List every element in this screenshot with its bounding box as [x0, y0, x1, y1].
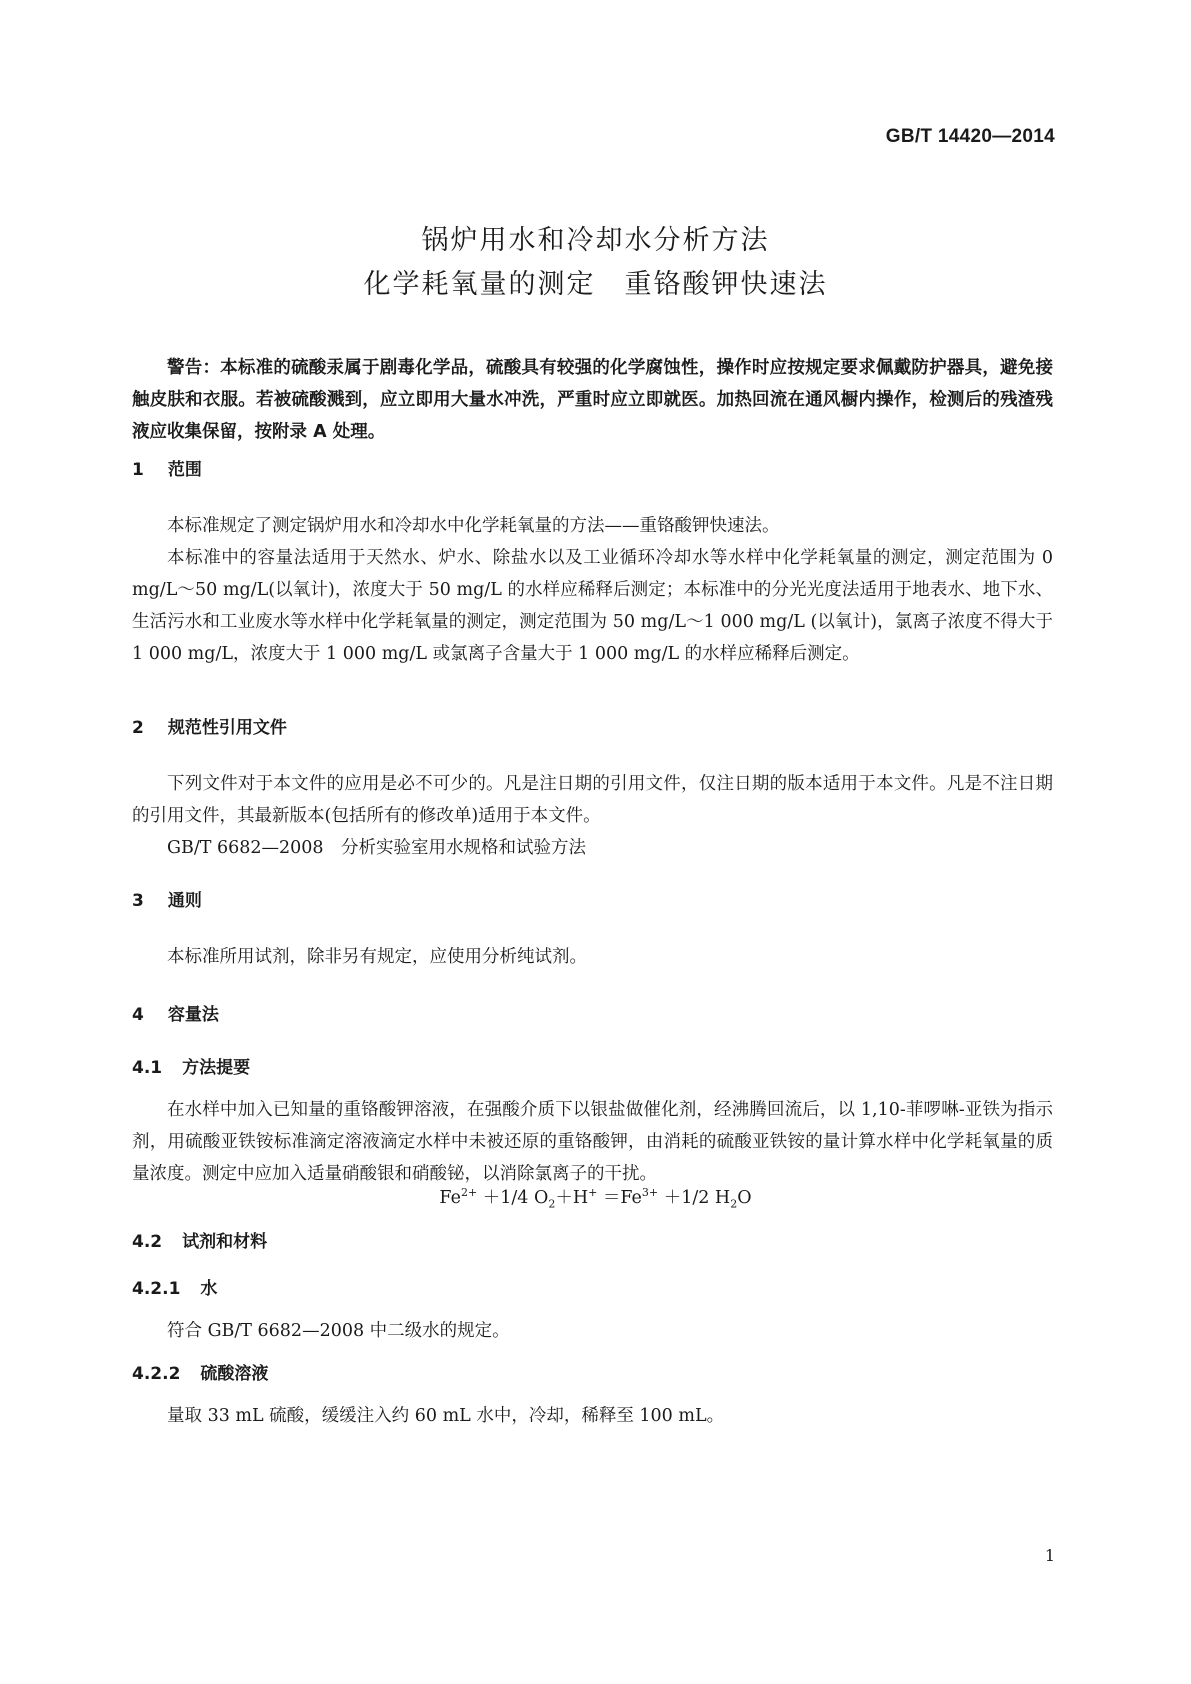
section-1-heading — [132, 455, 202, 480]
chemical-equation — [0, 1184, 1191, 1211]
section-4-2-1-paragraph-1: 符合 GB/T 6682—2008 中二级水的规定。 — [167, 1321, 510, 1341]
safety-warning: 警告：本标准的硫酸汞属于剧毒化学品，硫酸具有较强的化学腐蚀性，操作时应按规定要求佩戴防护器具，避免接触皮肤和衣服。若被硫酸溅到，应立即用大量水冲洗，严重时应立即就医。加热回流在通风橱内操作，检测后的残渣残液应收集保留，按附录 A 处理。 — [132, 358, 1053, 442]
section-number: 1 — [132, 460, 144, 480]
formula-part: ＝Fe — [597, 1188, 642, 1208]
section-3-heading — [132, 886, 202, 911]
section-title: 硫酸溶液 — [200, 1364, 269, 1384]
section-4-2-2-paragraph-1: 量取 33 mL 硫酸，缓缓注入约 60 mL 水中，冷却，稀释至 100 mL。 — [167, 1406, 725, 1426]
section-1-paragraph-2: 本标准中的容量法适用于天然水、炉水、除盐水以及工业循环冷却水等水样中化学耗氧量的测定，测定范围为 0 mg/L～50 mg/L(以氧计)，浓度大于 50 mg/L 的水样应稀释后测定；本标准中的分光光度法适用于地表水、地下水、生活污水和工业废水等水样中化学耗氧量的测定，测定范围为 50 mg/L～1 000 mg/L (以氧计)，氯离子浓度不得大于 1 000 mg/L，浓度大于 1 000 mg/L 或氯离子含量大于 1 000 mg/L 的水样应稀释后测定。 — [132, 548, 1053, 664]
section-title: 方法提要 — [182, 1058, 251, 1078]
section-title: 规范性引用文件 — [167, 718, 287, 738]
section-number: 2 — [132, 718, 144, 738]
section-3-paragraph-1: 本标准所用试剂，除非另有规定，应使用分析纯试剂。 — [167, 947, 587, 967]
section-number: 3 — [132, 891, 144, 911]
section-4-1-paragraph-1: 在水样中加入已知量的重铬酸钾溶液，在强酸介质下以银盐做催化剂，经沸腾回流后，以 1,10-菲啰啉-亚铁为指示剂，用硫酸亚铁铵标准滴定溶液滴定水样中未被还原的重铬酸钾，由消耗的硫酸亚铁铵的量计算水样中化学耗氧量的质量浓度。测定中应加入适量硝酸银和硝酸铋，以消除氯离子的干扰。 — [132, 1100, 1053, 1184]
document-title-line-2: 化学耗氧量的测定 重铬酸钾快速法 — [363, 269, 828, 300]
document-title-line-1: 锅炉用水和冷却水分析方法 — [421, 225, 770, 256]
section-title: 范围 — [167, 460, 202, 480]
formula-part: O — [737, 1188, 752, 1208]
formula-part: ＋1/2 H — [658, 1188, 731, 1208]
section-2-reference: GB/T 6682—2008 分析实验室用水规格和试验方法 — [167, 838, 587, 858]
section-title: 试剂和材料 — [182, 1232, 268, 1252]
section-4-2-1-heading — [132, 1274, 217, 1299]
section-number: 4.2.1 — [132, 1279, 181, 1299]
formula-subscript: 2 — [548, 1197, 556, 1211]
section-4-1-heading — [132, 1053, 250, 1078]
section-1-paragraph-1: 本标准规定了测定锅炉用水和冷却水中化学耗氧量的方法——重铬酸钾快速法。 — [167, 516, 780, 536]
formula-superscript: 2+ — [460, 1186, 478, 1200]
formula-subscript: 2 — [730, 1197, 738, 1211]
section-2-paragraph-1: 下列文件对于本文件的应用是必不可少的。凡是注日期的引用文件，仅注日期的版本适用于本文件。凡是不注日期的引用文件，其最新版本(包括所有的修改单)适用于本文件。 — [132, 774, 1053, 826]
section-title: 通则 — [167, 891, 202, 911]
formula-part: ＋H — [555, 1188, 589, 1208]
section-4-2-heading — [132, 1227, 267, 1252]
section-title: 水 — [200, 1279, 218, 1299]
section-number: 4.2 — [132, 1232, 163, 1252]
page-number: 1 — [1044, 1546, 1055, 1565]
standard-number: GB/T 14420—2014 — [885, 126, 1055, 147]
formula-part: Fe — [439, 1188, 461, 1208]
section-number: 4.1 — [132, 1058, 163, 1078]
section-number: 4 — [132, 1005, 144, 1025]
section-number: 4.2.2 — [132, 1364, 181, 1384]
formula-superscript: + — [588, 1186, 598, 1200]
formula-superscript: 3+ — [641, 1186, 659, 1200]
formula-part: ＋1/4 O — [477, 1188, 549, 1208]
section-title: 容量法 — [167, 1005, 219, 1025]
section-4-heading — [132, 1000, 219, 1025]
section-2-heading — [132, 713, 287, 738]
section-4-2-2-heading — [132, 1359, 268, 1384]
